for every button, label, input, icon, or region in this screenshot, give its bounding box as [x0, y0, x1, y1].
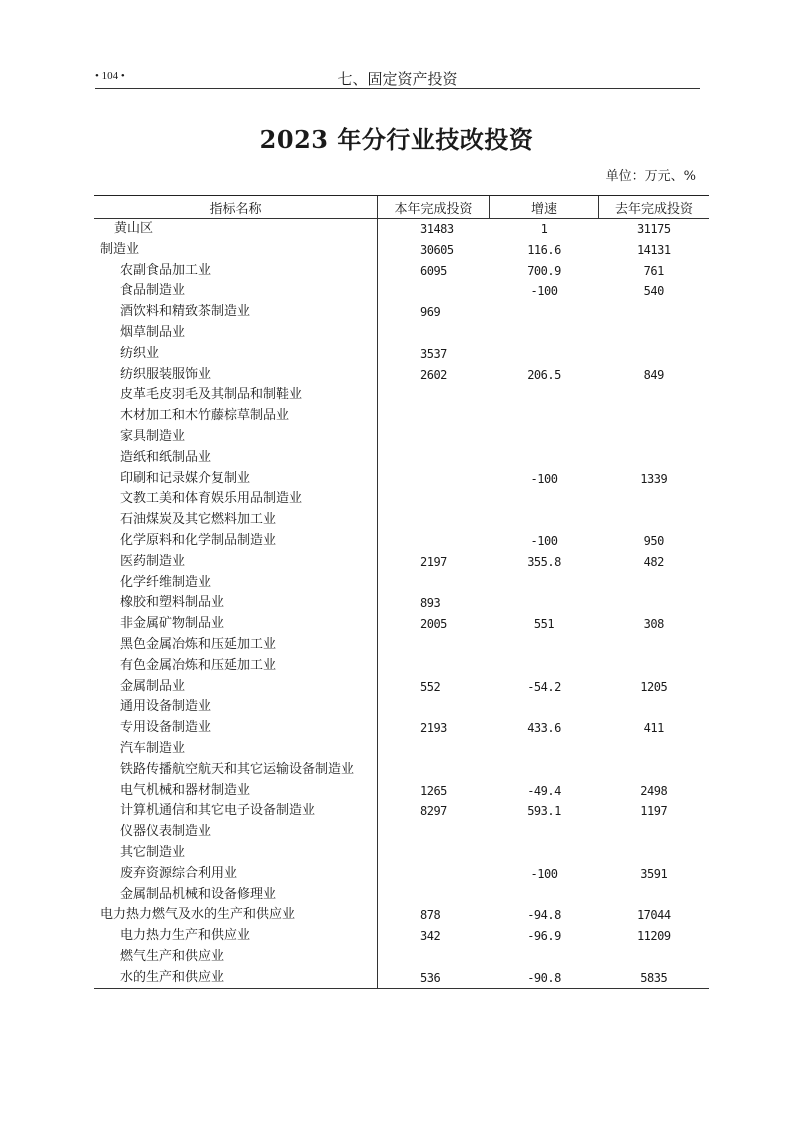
- table-row: [94, 323, 709, 344]
- current-investment: 8297: [378, 801, 490, 822]
- current-investment: 893: [378, 593, 490, 614]
- growth-rate: 551: [533, 617, 555, 632]
- growth-rate: 433.6: [527, 721, 561, 736]
- previous-investment: 540: [643, 284, 664, 299]
- row-name: 汽车制造业: [120, 740, 186, 756]
- previous-investment: 761: [643, 263, 664, 278]
- table-row: [94, 635, 709, 656]
- previous-investment: 849: [643, 367, 664, 382]
- table-row: [94, 385, 709, 406]
- running-head: [95, 68, 700, 88]
- row-name: 农副食品加工业: [120, 262, 212, 278]
- row-name: 电力热力生产和供应业: [120, 928, 251, 944]
- row-name: 电力热力燃气及水的生产和供应业: [100, 907, 296, 923]
- current-investment: [378, 448, 490, 469]
- section-title: 七、固定资产投资: [337, 70, 458, 88]
- previous-investment: [599, 760, 710, 781]
- growth-rate: [490, 885, 599, 906]
- table-row: [94, 281, 709, 302]
- growth-rate: 116.6: [527, 242, 561, 257]
- table-row: [94, 469, 709, 490]
- table-row: [94, 531, 709, 552]
- table-row: [94, 677, 709, 698]
- row-name: 纺织业: [120, 345, 160, 361]
- growth-rate: [490, 593, 599, 614]
- table-header-row: [94, 196, 709, 219]
- growth-rate: [490, 344, 599, 365]
- table-row: [94, 968, 709, 989]
- table-row: [94, 573, 709, 594]
- current-investment: [378, 573, 490, 594]
- table-row: [94, 739, 709, 760]
- growth-rate: -100: [530, 533, 558, 548]
- previous-investment: [599, 885, 710, 906]
- current-investment: [378, 531, 490, 552]
- growth-rate: 593.1: [527, 804, 561, 819]
- table-row: [94, 926, 709, 947]
- current-investment: [378, 885, 490, 906]
- previous-investment: [599, 323, 710, 344]
- growth-rate: [490, 822, 599, 843]
- row-name: 燃气生产和供应业: [120, 948, 225, 964]
- current-investment: 6095: [378, 261, 490, 282]
- growth-rate: -96.9: [527, 929, 561, 944]
- previous-investment: 1339: [640, 471, 668, 486]
- current-investment: [378, 427, 490, 448]
- previous-investment: 1197: [640, 804, 668, 819]
- growth-rate: 206.5: [527, 367, 561, 382]
- table-row: [94, 718, 709, 739]
- growth-rate: [490, 573, 599, 594]
- growth-rate: [490, 656, 599, 677]
- previous-investment: [599, 822, 710, 843]
- table-row: [94, 427, 709, 448]
- table-row: [94, 905, 709, 926]
- growth-rate: [490, 302, 599, 323]
- growth-rate: -100: [530, 866, 558, 881]
- header-rule: [95, 88, 700, 89]
- current-investment: 552: [378, 677, 490, 698]
- previous-investment: [599, 406, 710, 427]
- page-title: 2023 年分行业技改投资: [259, 125, 534, 154]
- row-name: 纺织服装服饰业: [120, 366, 212, 382]
- growth-rate: [490, 739, 599, 760]
- current-investment: 2193: [378, 718, 490, 739]
- current-investment: 31483: [378, 219, 490, 240]
- previous-investment: [599, 573, 710, 594]
- table-row: [94, 406, 709, 427]
- row-name: 医药制造业: [120, 553, 186, 569]
- current-investment: 536: [378, 968, 490, 989]
- table-row: [94, 261, 709, 282]
- current-investment: 969: [378, 302, 490, 323]
- previous-investment: 11209: [636, 929, 671, 944]
- previous-investment: 2498: [640, 783, 668, 798]
- previous-investment: 14131: [636, 242, 671, 257]
- table-row: [94, 822, 709, 843]
- row-name: 烟草制品业: [120, 324, 186, 340]
- table-row: [94, 781, 709, 802]
- table-row: [94, 614, 709, 635]
- table-row: [94, 219, 709, 240]
- current-investment: [378, 469, 490, 490]
- current-investment: [378, 760, 490, 781]
- previous-investment: 482: [643, 554, 664, 569]
- previous-investment: 411: [643, 721, 664, 736]
- growth-rate: [490, 406, 599, 427]
- growth-rate: -90.8: [490, 968, 599, 989]
- previous-investment: [599, 593, 710, 614]
- row-name: 家具制造业: [120, 428, 186, 444]
- growth-rate: -100: [530, 284, 558, 299]
- previous-investment: 3591: [640, 866, 668, 881]
- current-investment: [378, 656, 490, 677]
- previous-investment: [599, 385, 710, 406]
- table-row: [94, 760, 709, 781]
- previous-investment: [599, 843, 710, 864]
- page-number: • 104 •: [95, 70, 125, 82]
- table-row: [94, 344, 709, 365]
- current-investment: [378, 323, 490, 344]
- growth-rate: [490, 843, 599, 864]
- previous-investment: [599, 302, 710, 323]
- row-name: 非金属矿物制品业: [120, 616, 225, 632]
- previous-investment: 308: [643, 617, 664, 632]
- row-name: 计算机通信和其它电子设备制造业: [120, 803, 316, 819]
- growth-rate: [490, 947, 599, 968]
- table-row: [94, 448, 709, 469]
- growth-rate: 700.9: [527, 263, 561, 278]
- table-row: [94, 843, 709, 864]
- growth-rate: [490, 489, 599, 510]
- row-name: 铁路传播航空航天和其它运输设备制造业: [120, 761, 355, 777]
- current-investment: [378, 843, 490, 864]
- row-name: 黑色金属冶炼和压延加工业: [120, 636, 277, 652]
- table-body: [94, 219, 709, 989]
- table-row: [94, 801, 709, 822]
- current-investment: 342: [378, 926, 490, 947]
- row-name: 食品制造业: [120, 283, 186, 299]
- row-name: 文教工美和体育娱乐用品制造业: [120, 491, 303, 507]
- table-row: [94, 885, 709, 906]
- previous-investment: 31175: [636, 222, 671, 236]
- growth-rate: -54.2: [527, 679, 561, 694]
- growth-rate: [490, 385, 599, 406]
- current-investment: 2197: [378, 552, 490, 573]
- row-name: 金属制品机械和设备修理业: [120, 886, 277, 902]
- previous-investment: 17044: [636, 908, 671, 923]
- current-investment: 2602: [378, 365, 490, 386]
- column-header-name: 指标名称: [94, 196, 378, 219]
- table-row: [94, 864, 709, 885]
- current-investment: [378, 281, 490, 302]
- growth-rate: [490, 635, 599, 656]
- current-investment: [378, 739, 490, 760]
- growth-rate: [490, 323, 599, 344]
- row-name: 酒饮料和精致茶制造业: [120, 304, 251, 320]
- table-row: [94, 656, 709, 677]
- table-row: [94, 240, 709, 261]
- current-investment: [378, 510, 490, 531]
- current-investment: [378, 947, 490, 968]
- current-investment: 30605: [378, 240, 490, 261]
- current-investment: [378, 697, 490, 718]
- growth-rate: -94.8: [527, 908, 561, 923]
- current-investment: [378, 385, 490, 406]
- table-row: [94, 510, 709, 531]
- row-name: 黄山区: [114, 221, 154, 236]
- column-header-growth: 增速: [490, 196, 599, 219]
- row-name: 化学纤维制造业: [120, 574, 212, 590]
- row-name: 木材加工和木竹藤棕草制品业: [120, 408, 290, 424]
- row-name: 皮革毛皮羽毛及其制品和制鞋业: [120, 387, 303, 403]
- current-investment: [378, 635, 490, 656]
- row-name: 化学原料和化学制品制造业: [120, 532, 277, 548]
- row-name: 通用设备制造业: [120, 699, 212, 715]
- column-header-current: 本年完成投资: [378, 196, 490, 219]
- current-investment: 3537: [378, 344, 490, 365]
- row-name: 电气机械和器材制造业: [120, 782, 251, 798]
- previous-investment: [599, 739, 710, 760]
- current-investment: 1265: [378, 781, 490, 802]
- row-name: 金属制品业: [120, 678, 186, 694]
- previous-investment: [599, 656, 710, 677]
- growth-rate: 1: [540, 222, 548, 236]
- row-name: 仪器仪表制造业: [120, 824, 212, 840]
- row-name: 水的生产和供应业: [94, 968, 378, 989]
- current-investment: [378, 406, 490, 427]
- current-investment: [378, 864, 490, 885]
- table-row: [94, 489, 709, 510]
- growth-rate: -49.4: [527, 783, 561, 798]
- row-name: 石油煤炭及其它燃料加工业: [120, 512, 277, 528]
- row-name: 印刷和记录媒介复制业: [120, 470, 251, 486]
- previous-investment: 1205: [640, 679, 668, 694]
- growth-rate: 355.8: [527, 554, 561, 569]
- growth-rate: [490, 697, 599, 718]
- investment-table: [94, 195, 709, 989]
- growth-rate: -100: [530, 471, 558, 486]
- table-row: [94, 593, 709, 614]
- table-row: [94, 947, 709, 968]
- growth-rate: [490, 760, 599, 781]
- table-row: [94, 697, 709, 718]
- current-investment: [378, 489, 490, 510]
- current-investment: [378, 822, 490, 843]
- current-investment: 878: [378, 905, 490, 926]
- table-row: [94, 302, 709, 323]
- previous-investment: [599, 697, 710, 718]
- row-name: 造纸和纸制品业: [120, 449, 212, 465]
- previous-investment: 950: [643, 533, 664, 548]
- table-row: [94, 552, 709, 573]
- column-header-previous: 去年完成投资: [599, 196, 710, 219]
- growth-rate: [490, 510, 599, 531]
- growth-rate: [490, 448, 599, 469]
- previous-investment: [599, 947, 710, 968]
- growth-rate: [490, 427, 599, 448]
- previous-investment: [599, 448, 710, 469]
- row-name: 专用设备制造业: [120, 720, 212, 736]
- previous-investment: 5835: [599, 968, 710, 989]
- previous-investment: [599, 427, 710, 448]
- row-name: 其它制造业: [120, 844, 186, 860]
- previous-investment: [599, 510, 710, 531]
- row-name: 废弃资源综合利用业: [120, 865, 238, 881]
- current-investment: 2005: [378, 614, 490, 635]
- previous-investment: [599, 635, 710, 656]
- row-name: 制造业: [100, 241, 140, 257]
- row-name: 有色金属冶炼和压延加工业: [120, 657, 277, 673]
- previous-investment: [599, 344, 710, 365]
- table-row: [94, 365, 709, 386]
- previous-investment: [599, 489, 710, 510]
- unit-label: 单位：万元、%: [605, 169, 696, 184]
- row-name: 橡胶和塑料制品业: [120, 595, 225, 611]
